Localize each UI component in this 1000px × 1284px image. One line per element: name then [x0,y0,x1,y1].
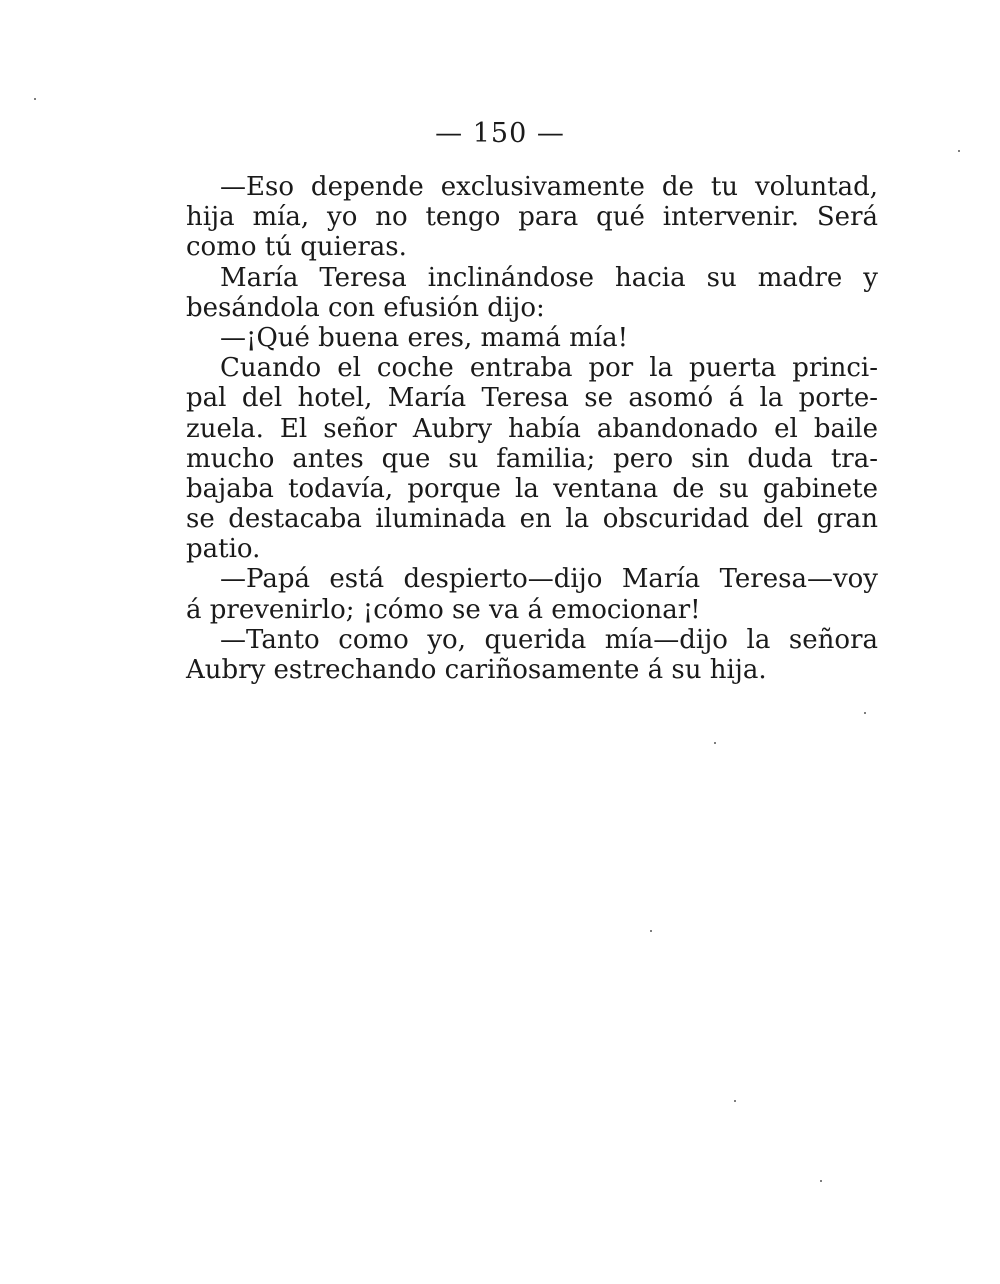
text-line: Aubry estrechando cariñosamente á su hija. [186,655,767,685]
text-line: María Teresa inclinándose hacia su madre y [220,262,878,293]
text-line: se destacaba iluminada en la obscuridad del gran [186,504,878,535]
scan-speck [958,150,960,152]
scan-speck [734,1100,736,1102]
text-line: —Eso depende exclusivamente de tu voluntad, [220,172,878,202]
text-line: Cuando el coche entraba por la puerta princi- [220,353,878,384]
body-text [186,172,878,685]
text-line: besándola con efusión dijo: [186,292,545,323]
text-line: mucho antes que su familia; pero sin duda tra- [186,443,878,474]
text-line: patio. [186,534,261,565]
scan-speck [714,742,716,744]
text-line: á prevenirlo; ¡cómo se va á emocionar! [186,594,701,625]
text-line: —Papá está despierto—dijo María Teresa—voy [220,564,878,595]
text-line: —¡Qué buena eres, mamá mía! [220,322,629,353]
page-number: — 150 — [435,118,565,149]
scan-speck [820,1180,822,1182]
text-line: —Tanto como yo, querida mía—dijo la señora [220,624,878,655]
scan-speck [864,712,866,714]
text-line: zuela. El señor Aubry había abandonado el baile [186,413,878,444]
scan-speck [34,98,36,100]
text-line: como tú quieras. [186,232,407,263]
text-line: bajaba todavía, porque la ventana de su gabinete [186,473,878,504]
scan-speck [650,930,652,932]
text-line: pal del hotel, María Teresa se asomó á la porte- [186,383,878,414]
text-line: hija mía, yo no tengo para qué intervenir. Será [186,202,878,233]
